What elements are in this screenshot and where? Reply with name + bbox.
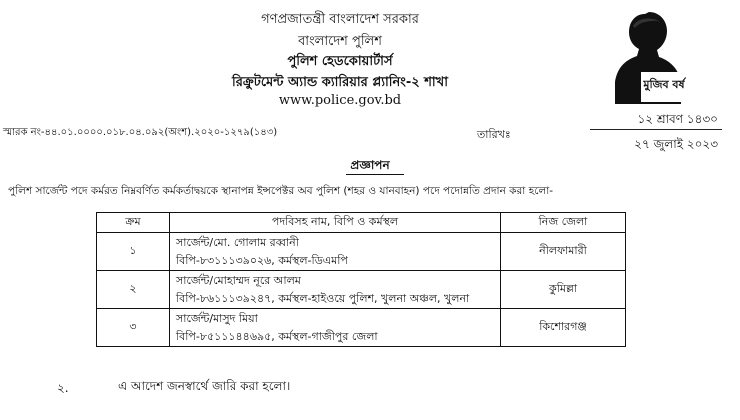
header-name-bp-workplace: পদবিসহ নাম, বিপি ও কর্মস্থল	[170, 213, 501, 233]
row-details	[170, 309, 501, 347]
table-row	[97, 271, 626, 309]
row-name: সার্জেন্ট/মাসুদ মিয়া	[176, 311, 258, 325]
memo-reference: স্মারক নং-৪৪.০১.০০০০.০১৮.০৪.০৯২(অংশ).২০২০-১২৭৯(১৪৩)	[3, 127, 278, 138]
promotion-table	[96, 212, 626, 347]
header-website: www.police.gov.bd	[278, 93, 402, 108]
row-district: কুমিল্লা	[501, 271, 626, 309]
row-bp: বিপি-৮৬১১১৩৯২৪৭, কর্মস্থল-হাইওয়ে পুলিশ, খুলনা অঞ্চল, খুলনা	[176, 291, 470, 305]
date-label: তারিখঃ	[477, 128, 511, 141]
header-police-headquarters: পুলিশ হেডকোয়ার্টার্স	[287, 54, 393, 69]
header-government: গণপ্রজাতন্ত্রী বাংলাদেশ সরকার	[261, 12, 419, 27]
row-bp: বিপি-৮৫১১১৪৪৬৯৫, কর্মস্থল-গাজীপুর জেলা	[176, 329, 378, 343]
date-divider	[590, 129, 722, 130]
paragraph-public-interest: এ আদেশ জনস্বার্থে জারি করা হলো।	[118, 379, 291, 393]
title-underline	[346, 174, 404, 175]
row-bp: বিপি-৮৩১১১৩৯০২৬, কর্মস্থল-ডিএমপি	[176, 253, 348, 267]
row-district: নীলফামারী	[501, 233, 626, 271]
header-serial: ক্রম	[97, 213, 170, 233]
logo-caption: মুজিব বর্ষ	[643, 78, 685, 91]
paragraph-number: ২.	[57, 381, 69, 395]
row-district: কিশোরগঞ্জ	[501, 309, 626, 347]
table-header-row	[97, 213, 626, 233]
row-details	[170, 233, 501, 271]
header-branch: রিক্রুটমেন্ট অ্যান্ড ক্যারিয়ার প্ল্যানিং-২ শাখা	[232, 75, 448, 90]
header-bangladesh-police: বাংলাদেশ পুলিশ	[298, 34, 382, 49]
row-serial: ৩	[97, 309, 170, 347]
header-home-district: নিজ জেলা	[501, 213, 626, 233]
notice-body: পুলিশ সার্জেন্ট পদে কর্মরত নিম্নবর্ণিত কর্মকর্তাদ্বয়কে স্থানাপন্ন ইন্সপেক্টর অব পুলিশ (শহর ও যানবাহন) পদে পদোন্নতি প্রদান করা হলো-	[8, 185, 554, 197]
notice-title: প্রজ্ঞাপন	[350, 158, 390, 172]
row-serial: ২	[97, 271, 170, 309]
date-english: ২৭ জুলাই ২০২৩	[634, 137, 718, 151]
row-name: সার্জেন্ট/মোহাম্মদ নূরে আলম	[176, 273, 301, 287]
table-row	[97, 309, 626, 347]
row-serial: ১	[97, 233, 170, 271]
row-details	[170, 271, 501, 309]
date-bangla: ১২ শ্রাবণ ১৪৩০	[637, 112, 718, 126]
mujib-borsho-logo	[611, 6, 695, 104]
row-name: সার্জেন্ট/মো. গোলাম রব্বানী	[176, 235, 299, 249]
table-row	[97, 233, 626, 271]
